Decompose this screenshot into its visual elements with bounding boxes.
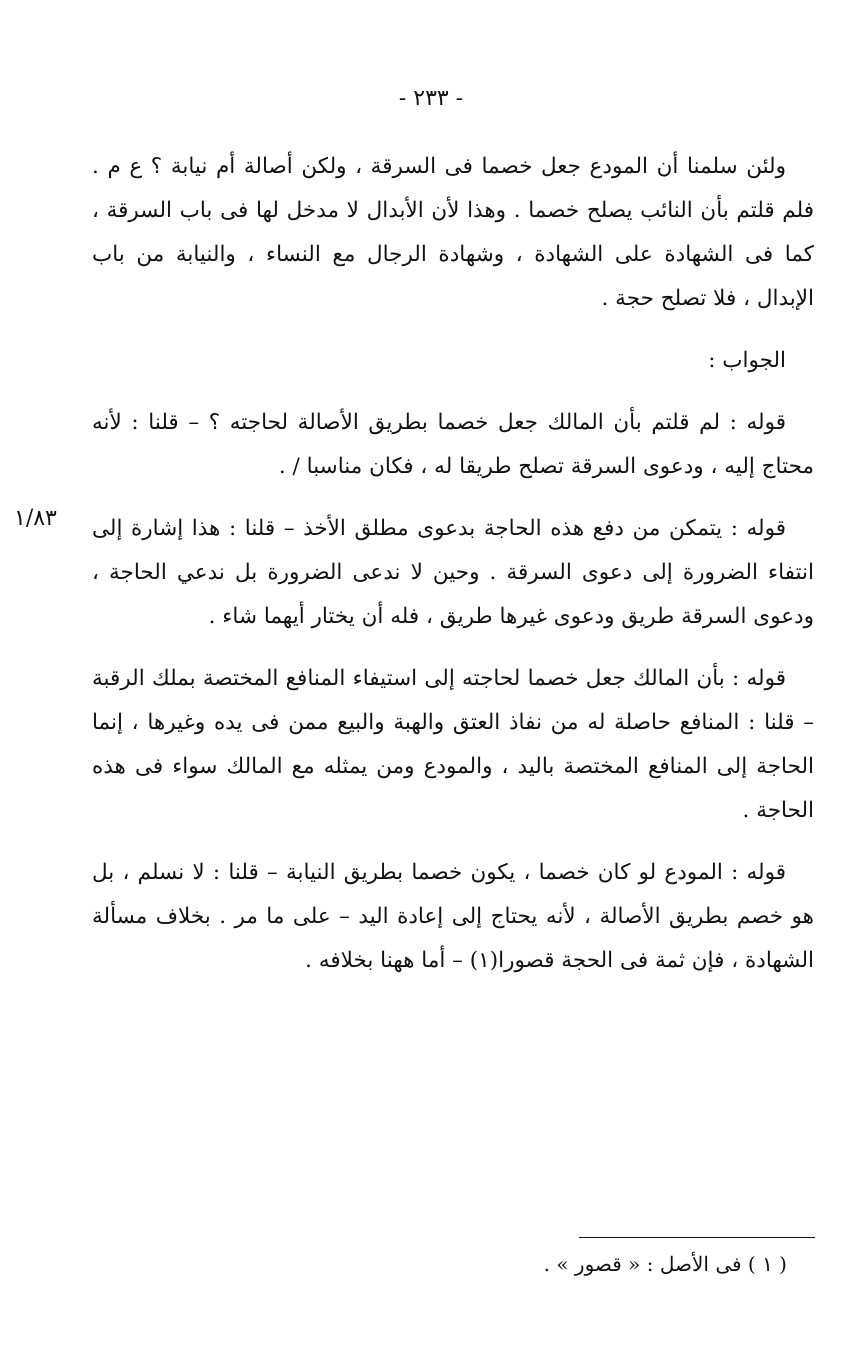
- paragraph-reply-1: قوله : لم قلتم بأن المالك جعل خصما بطريق الأصالة لحاجته ؟ – قلنا : لأنه محتاج إليه ، ودعوى السرقة تصلح طريقا له ، فكان مناسبا / .: [92, 410, 814, 479]
- paragraph-answer-heading: الجواب :: [708, 348, 786, 373]
- footnote-divider: [579, 1237, 815, 1238]
- paragraph-reply-3: قوله : بأن المالك جعل خصما لحاجته إلى استيفاء المنافع المختصة بملك الرقبة – قلنا : المنافع حاصلة له من نفاذ العتق والهبة والبيع ممن فى يده وغيرها ، إنما الحاجة إلى المنافع المختصة باليد ، والمودع ومن يمثله مع المالك سواء فى هذه الحاجة .: [92, 666, 814, 823]
- paragraph-reply-2: قوله : يتمكن من دفع هذه الحاجة بدعوى مطلق الأخذ – قلنا : هذا إشارة إلى انتفاء الضرورة إلى دعوى السرقة . وحين لا ندعى الضرورة بل ندعي الحاجة ، ودعوى السرقة طريق ودعوى غيرها طريق ، فله أن يختار أيهما شاء .: [92, 516, 814, 629]
- body-text: [92, 145, 814, 1001]
- paragraph-reply-4: قوله : المودع لو كان خصما ، يكون خصما بطريق النيابة – قلنا : لا نسلم ، بل هو خصم بطريق الأصالة ، لأنه يحتاج إلى إعادة اليد – على ما مر . بخلاف مسألة الشهادة ، فإن ثمة فى الحجة قصورا(١) – أما ههنا بخلافه .: [92, 860, 814, 973]
- page-number: - ٢٣٣ -: [398, 86, 464, 111]
- paragraph-objection: ولئن سلمنا أن المودع جعل خصما فى السرقة ، ولكن أصالة أم نيابة ؟ ع م . فلم قلتم بأن النائب يصلح خصما . وهذا لأن الأبدال لا مدخل لها فى باب السرقة ، كما فى الشهادة على الشهادة ، وشهادة الرجال مع النساء ، والنيابة من باب الإبدال ، فلا تصلح حجة .: [92, 154, 814, 311]
- margin-folio-note: ١/٨٣: [14, 506, 57, 531]
- footnote: ( ١ ) فى الأصل : « قصور » .: [543, 1252, 787, 1276]
